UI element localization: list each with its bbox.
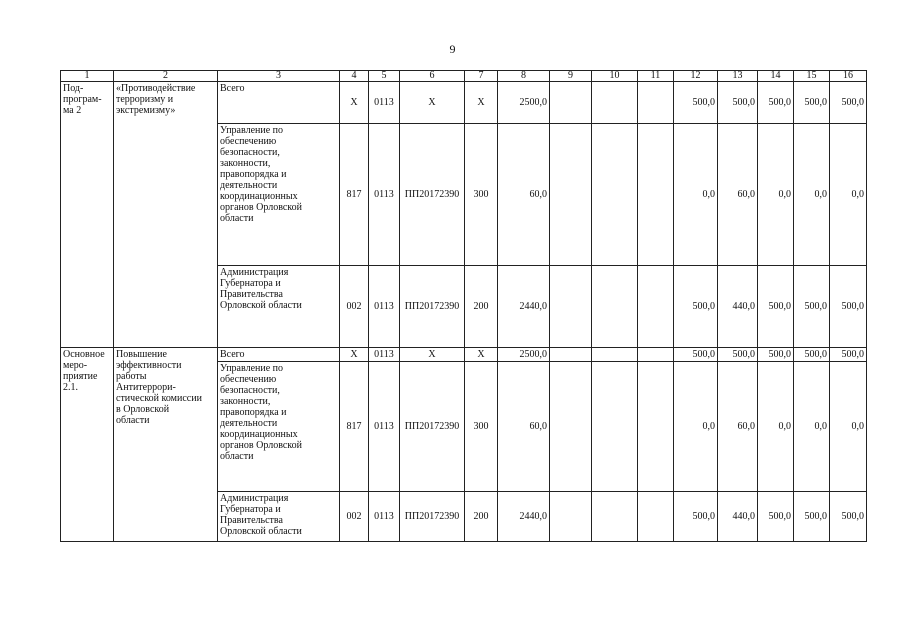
value-cell-c14: 500,0: [758, 82, 794, 124]
value-cell-c13: 440,0: [718, 492, 758, 542]
value-cell-c7: 300: [465, 124, 498, 266]
value-cell-c9: [550, 266, 592, 348]
value-cell-c12: 500,0: [674, 348, 718, 362]
value-cell-c5: 0113: [369, 124, 400, 266]
value-cell-c11: [638, 124, 674, 266]
value-cell-c7: 300: [465, 362, 498, 492]
value-cell-c15: 500,0: [794, 266, 830, 348]
value-cell-c9: [550, 82, 592, 124]
value-cell-c6: ПП20172390: [400, 492, 465, 542]
value-cell-c12: 500,0: [674, 492, 718, 542]
executor-cell: Всего: [218, 348, 340, 362]
value-cell-c16: 0,0: [830, 362, 867, 492]
page-number: 9: [449, 42, 456, 56]
value-cell-c16: 500,0: [830, 492, 867, 542]
value-cell-c15: 500,0: [794, 82, 830, 124]
value-cell-c9: [550, 124, 592, 266]
value-cell-c11: [638, 348, 674, 362]
value-cell-c10: [592, 266, 638, 348]
value-cell-c5: 0113: [369, 266, 400, 348]
value-cell-c6: ПП20172390: [400, 124, 465, 266]
executor-cell: Администрация Губернатора и Правительства Орловской области: [218, 492, 340, 542]
value-cell-c10: [592, 124, 638, 266]
column-header-5: 5: [369, 71, 400, 82]
value-cell-c7: 200: [465, 266, 498, 348]
value-cell-c8: 60,0: [498, 124, 550, 266]
column-header-7: 7: [465, 71, 498, 82]
value-cell-c11: [638, 362, 674, 492]
value-cell-c8: 2440,0: [498, 266, 550, 348]
value-cell-c13: 500,0: [718, 348, 758, 362]
value-cell-c8: 2500,0: [498, 348, 550, 362]
value-cell-c5: 0113: [369, 492, 400, 542]
value-cell-c11: [638, 492, 674, 542]
value-cell-c6: Х: [400, 82, 465, 124]
column-header-2: 2: [114, 71, 218, 82]
executor-cell: Управление по обеспечению безопасности, законности, правопорядка и деятельности координационных органов Орловской области: [218, 124, 340, 266]
program-name-cell: Повышение эффективности работы Антитеррори- стической комиссии в Орловской области: [114, 348, 218, 542]
column-header-4: 4: [340, 71, 369, 82]
value-cell-c15: 0,0: [794, 362, 830, 492]
value-cell-c16: 0,0: [830, 124, 867, 266]
value-cell-c12: 500,0: [674, 266, 718, 348]
value-cell-c13: 440,0: [718, 266, 758, 348]
column-header-12: 12: [674, 71, 718, 82]
value-cell-c5: 0113: [369, 82, 400, 124]
value-cell-c4: 002: [340, 492, 369, 542]
value-cell-c11: [638, 82, 674, 124]
budget-table: [60, 70, 867, 542]
value-cell-c11: [638, 266, 674, 348]
value-cell-c13: 60,0: [718, 362, 758, 492]
table-row: [61, 348, 867, 362]
value-cell-c7: 200: [465, 492, 498, 542]
executor-cell: Управление по обеспечению безопасности, законности, правопорядка и деятельности координационных органов Орловской области: [218, 362, 340, 492]
value-cell-c15: 500,0: [794, 348, 830, 362]
column-header-8: 8: [498, 71, 550, 82]
value-cell-c14: 500,0: [758, 348, 794, 362]
value-cell-c10: [592, 492, 638, 542]
value-cell-c12: 0,0: [674, 124, 718, 266]
executor-cell: Всего: [218, 82, 340, 124]
table-row: [61, 82, 867, 124]
value-cell-c9: [550, 362, 592, 492]
value-cell-c7: Х: [465, 348, 498, 362]
value-cell-c12: 500,0: [674, 82, 718, 124]
column-header-3: 3: [218, 71, 340, 82]
value-cell-c4: Х: [340, 82, 369, 124]
value-cell-c13: 60,0: [718, 124, 758, 266]
value-cell-c4: Х: [340, 348, 369, 362]
value-cell-c6: ПП20172390: [400, 362, 465, 492]
value-cell-c16: 500,0: [830, 82, 867, 124]
executor-cell: Администрация Губернатора и Правительства Орловской области: [218, 266, 340, 348]
value-cell-c14: 500,0: [758, 266, 794, 348]
column-header-16: 16: [830, 71, 867, 82]
column-header-14: 14: [758, 71, 794, 82]
column-header-1: 1: [61, 71, 114, 82]
value-cell-c8: 60,0: [498, 362, 550, 492]
value-cell-c5: 0113: [369, 348, 400, 362]
header-row: [61, 71, 867, 82]
column-header-13: 13: [718, 71, 758, 82]
value-cell-c8: 2500,0: [498, 82, 550, 124]
column-header-10: 10: [592, 71, 638, 82]
value-cell-c6: ПП20172390: [400, 266, 465, 348]
value-cell-c14: 0,0: [758, 362, 794, 492]
value-cell-c15: 0,0: [794, 124, 830, 266]
value-cell-c10: [592, 82, 638, 124]
value-cell-c5: 0113: [369, 362, 400, 492]
program-name-cell: «Противодействие терроризму и экстремизму»: [114, 82, 218, 348]
value-cell-c6: Х: [400, 348, 465, 362]
value-cell-c4: 817: [340, 362, 369, 492]
value-cell-c13: 500,0: [718, 82, 758, 124]
value-cell-c14: 0,0: [758, 124, 794, 266]
column-header-11: 11: [638, 71, 674, 82]
value-cell-c7: Х: [465, 82, 498, 124]
value-cell-c14: 500,0: [758, 492, 794, 542]
value-cell-c9: [550, 348, 592, 362]
value-cell-c15: 500,0: [794, 492, 830, 542]
value-cell-c16: 500,0: [830, 348, 867, 362]
value-cell-c8: 2440,0: [498, 492, 550, 542]
value-cell-c10: [592, 362, 638, 492]
value-cell-c4: 002: [340, 266, 369, 348]
value-cell-c9: [550, 492, 592, 542]
column-header-15: 15: [794, 71, 830, 82]
column-header-6: 6: [400, 71, 465, 82]
value-cell-c10: [592, 348, 638, 362]
program-code-cell: Основное меро- приятие 2.1.: [61, 348, 114, 542]
column-header-9: 9: [550, 71, 592, 82]
value-cell-c16: 500,0: [830, 266, 867, 348]
value-cell-c4: 817: [340, 124, 369, 266]
value-cell-c12: 0,0: [674, 362, 718, 492]
program-code-cell: Под- програм- ма 2: [61, 82, 114, 348]
